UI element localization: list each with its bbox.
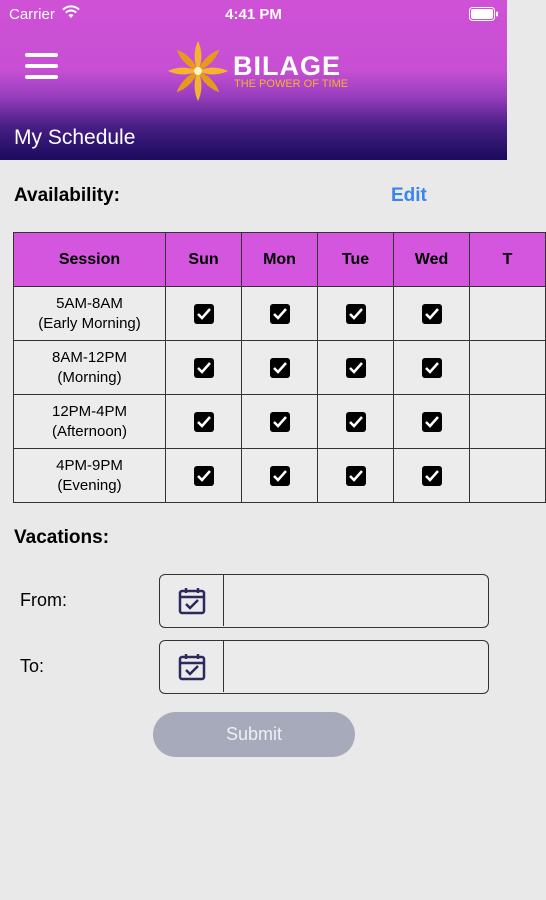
table-row — [14, 287, 546, 341]
checkbox-checked-icon[interactable] — [346, 412, 366, 432]
checkbox-checked-icon[interactable] — [346, 358, 366, 378]
availability-table — [13, 232, 513, 502]
to-calendar-button[interactable] — [160, 641, 224, 692]
from-date-field[interactable] — [159, 574, 489, 628]
battery-icon — [469, 7, 499, 21]
brand-logo — [166, 40, 349, 102]
session-cell — [14, 287, 166, 341]
session-time: 4PM-9PM — [56, 456, 123, 474]
header-thu: T — [470, 233, 546, 287]
checkbox-checked-icon[interactable] — [422, 466, 442, 486]
status-time: 4:41 PM — [225, 6, 282, 23]
from-calendar-button[interactable] — [160, 575, 224, 626]
checkbox-checked-icon[interactable] — [270, 304, 290, 324]
session-name: (Morning) — [57, 368, 122, 386]
header-tue: Tue — [318, 233, 394, 287]
calendar-check-icon — [177, 586, 207, 616]
header-wed: Wed — [394, 233, 470, 287]
brand-tagline: THE POWER OF TIME — [234, 78, 349, 90]
session-time: 8AM-12PM — [51, 348, 128, 366]
checkbox-checked-icon[interactable] — [270, 412, 290, 432]
checkbox-checked-icon[interactable] — [194, 304, 214, 324]
checkbox-checked-icon[interactable] — [194, 466, 214, 486]
flower-logo-icon — [166, 40, 230, 102]
session-name: (Early Morning) — [38, 314, 141, 332]
availability-heading: Availability: — [14, 185, 120, 206]
checkbox-checked-icon[interactable] — [346, 466, 366, 486]
from-label: From: — [20, 590, 67, 610]
session-time: 12PM-4PM — [51, 402, 128, 420]
header-sun: Sun — [166, 233, 242, 287]
session-cell — [14, 449, 166, 503]
vacations-heading: Vacations: — [14, 527, 110, 548]
session-name: (Evening) — [57, 476, 122, 494]
table-header-row — [14, 233, 546, 287]
table-row — [14, 395, 546, 449]
header-session: Session — [14, 233, 166, 287]
checkbox-checked-icon[interactable] — [422, 304, 442, 324]
checkbox-checked-icon[interactable] — [270, 358, 290, 378]
to-date-field[interactable] — [159, 640, 489, 694]
page-title: My Schedule — [14, 126, 136, 149]
checkbox-checked-icon[interactable] — [194, 358, 214, 378]
checkbox-checked-icon[interactable] — [270, 466, 290, 486]
to-label: To: — [20, 656, 45, 676]
app-header — [0, 0, 507, 160]
session-name: (Afternoon) — [51, 422, 128, 440]
brand-name: BILAGE — [233, 51, 342, 81]
edit-button[interactable]: Edit — [391, 185, 427, 206]
session-cell — [14, 341, 166, 395]
table-row — [14, 449, 546, 503]
menu-icon[interactable] — [25, 53, 58, 80]
checkbox-checked-icon[interactable] — [194, 412, 214, 432]
session-time: 5AM-8AM — [56, 294, 123, 312]
status-bar — [0, 0, 507, 28]
carrier-label: Carrier — [9, 6, 55, 23]
submit-button[interactable]: Submit — [153, 712, 355, 757]
header-mon: Mon — [242, 233, 318, 287]
checkbox-checked-icon[interactable] — [346, 304, 366, 324]
checkbox-checked-icon[interactable] — [422, 412, 442, 432]
checkbox-checked-icon[interactable] — [422, 358, 442, 378]
table-row — [14, 341, 546, 395]
session-cell — [14, 395, 166, 449]
calendar-check-icon — [177, 652, 207, 682]
